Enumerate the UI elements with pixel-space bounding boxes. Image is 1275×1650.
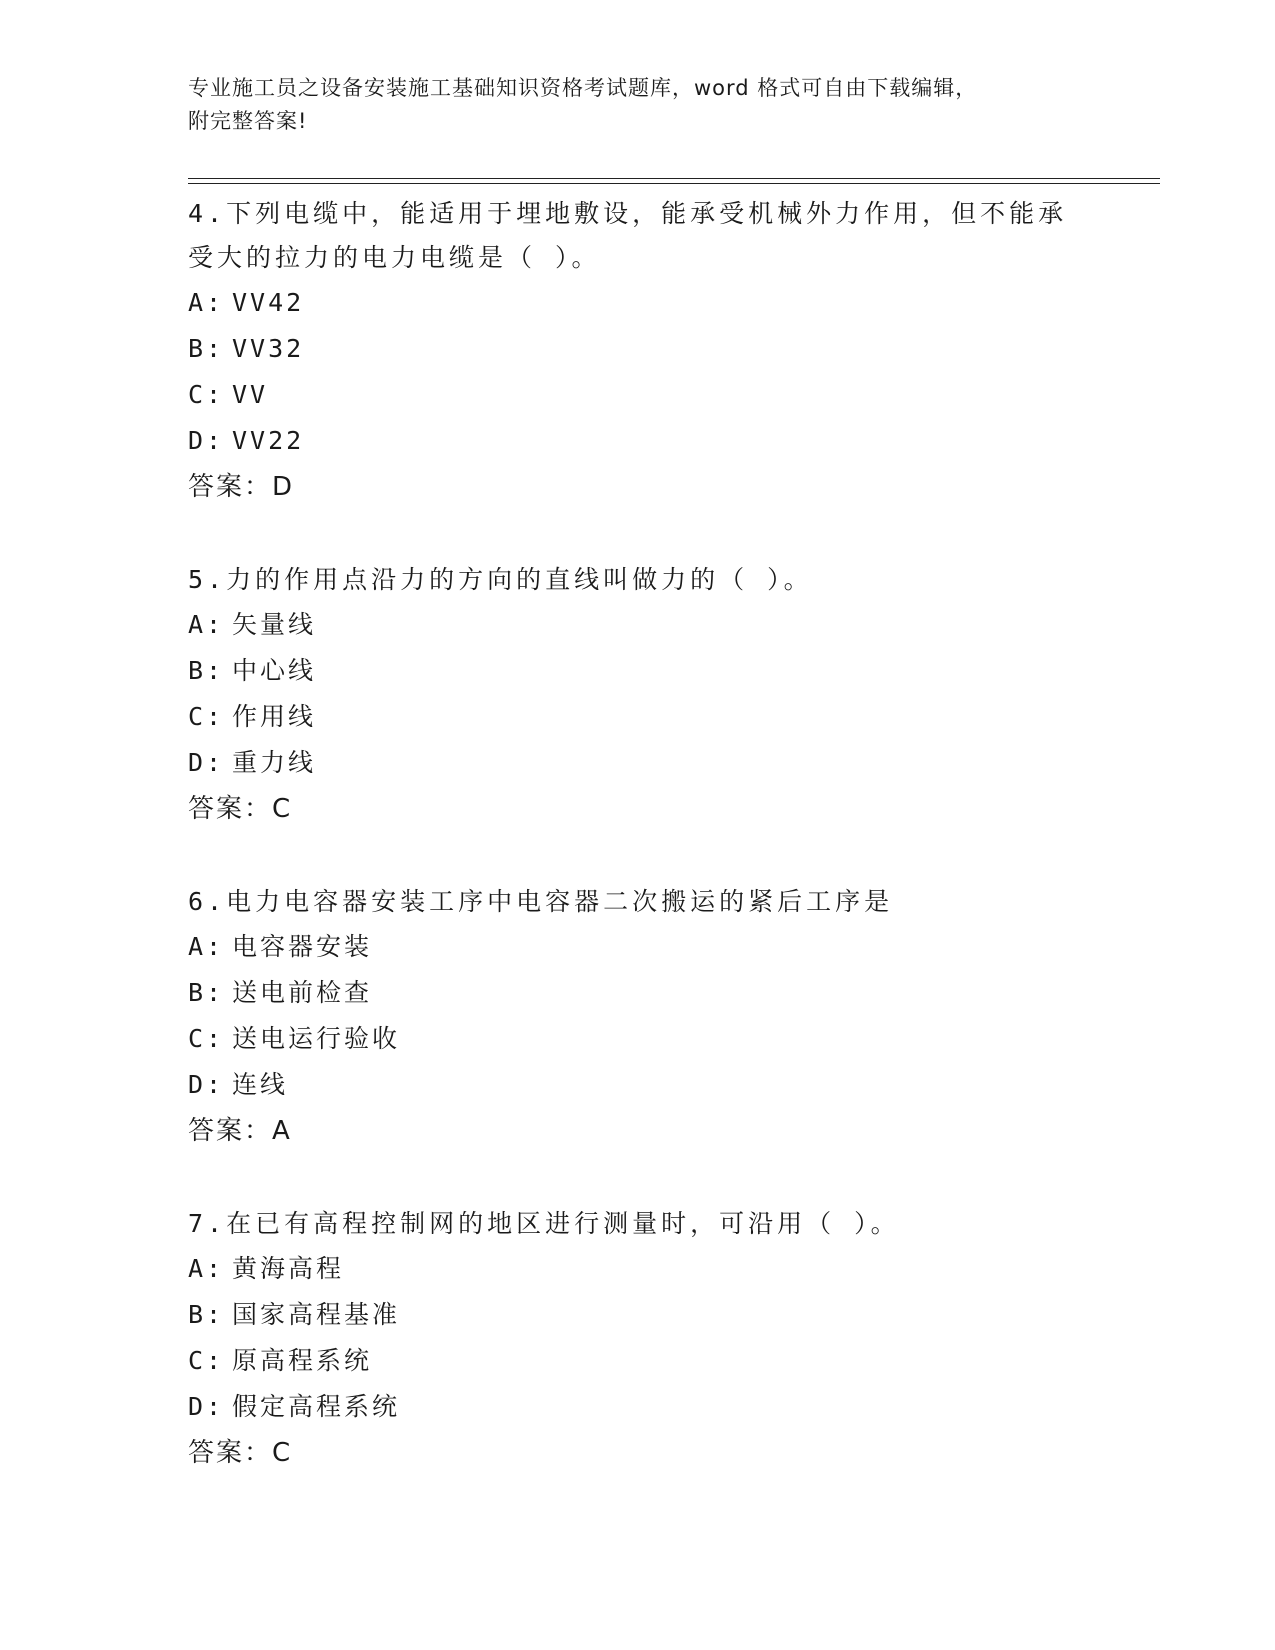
option-text: 送电前检查: [232, 978, 373, 1007]
header-divider-top: [188, 178, 1160, 179]
question-6: [188, 878, 1088, 1154]
option-key: C:: [188, 380, 225, 409]
option-a: [188, 602, 1088, 648]
option-key: B:: [188, 334, 225, 363]
question-stem: [188, 1200, 1088, 1246]
question-stem-line-1: 7.在已有高程控制网的地区进行测量时，可沿用（ ）。: [188, 1209, 900, 1238]
question-stem-line-1: 5.力的作用点沿力的方向的直线叫做力的（ ）。: [188, 565, 813, 594]
header-note: [188, 72, 1088, 138]
option-key: B:: [188, 656, 225, 685]
option-key: A:: [188, 610, 225, 639]
option-d: [188, 418, 1088, 464]
question-spacer: [188, 1154, 1088, 1200]
question-list: [188, 190, 1088, 1476]
option-text: 电容器安装: [232, 932, 373, 961]
option-text: 连线: [232, 1070, 289, 1099]
option-text: 原高程系统: [232, 1346, 373, 1375]
question-stem-line-1: 6.电力电容器安装工序中电容器二次搬运的紧后工序是: [188, 887, 894, 916]
option-d: [188, 1062, 1088, 1108]
answer-line: 答案：C: [188, 794, 293, 824]
option-key: C:: [188, 1346, 225, 1375]
option-key: D:: [188, 1392, 225, 1421]
question-stem: [188, 190, 1088, 280]
question-spacer: [188, 510, 1088, 556]
question-spacer: [188, 832, 1088, 878]
option-d: [188, 740, 1088, 786]
option-key: B:: [188, 1300, 225, 1329]
option-text: 作用线: [232, 702, 317, 731]
option-key: C:: [188, 702, 225, 731]
option-text: 重力线: [232, 748, 317, 777]
question-stem-line-1: 4.下列电缆中，能适用于埋地敷设，能承受机械外力作用，但不能承: [188, 199, 1068, 228]
option-text: 国家高程基准: [232, 1300, 401, 1329]
option-text: 矢量线: [232, 610, 317, 639]
option-a: [188, 280, 1088, 326]
question-4: [188, 190, 1088, 510]
option-key: D:: [188, 426, 225, 455]
option-key: C:: [188, 1024, 225, 1053]
option-text: 送电运行验收: [232, 1024, 401, 1053]
option-key: B:: [188, 978, 225, 1007]
option-key: A:: [188, 1254, 225, 1283]
option-c: [188, 1338, 1088, 1384]
option-text: 中心线: [232, 656, 317, 685]
option-text: VV42: [232, 288, 305, 317]
answer-line: 答案：D: [188, 472, 295, 502]
question-stem-line-2: 受大的拉力的电力电缆是（ ）。: [188, 243, 601, 272]
option-key: D:: [188, 748, 225, 777]
option-c: [188, 372, 1088, 418]
option-key: D:: [188, 1070, 225, 1099]
option-b: [188, 648, 1088, 694]
header-line-1: 专业施工员之设备安装施工基础知识资格考试题库，word 格式可自由下载编辑，: [188, 76, 978, 100]
option-c: [188, 694, 1088, 740]
option-a: [188, 1246, 1088, 1292]
question-7: [188, 1200, 1088, 1476]
answer-line: 答案：A: [188, 1116, 292, 1146]
option-text: 黄海高程: [232, 1254, 345, 1283]
question-stem: [188, 878, 1088, 924]
question-stem: [188, 556, 1088, 602]
option-text: VV32: [232, 334, 305, 363]
option-key: A:: [188, 288, 225, 317]
option-d: [188, 1384, 1088, 1430]
option-text: VV: [232, 380, 269, 409]
option-text: 假定高程系统: [232, 1392, 401, 1421]
option-text: VV22: [232, 426, 305, 455]
option-b: [188, 326, 1088, 372]
option-key: A:: [188, 932, 225, 961]
header-line-2: 附完整答案!: [188, 109, 308, 133]
option-c: [188, 1016, 1088, 1062]
answer-line: 答案：C: [188, 1438, 293, 1468]
question-5: [188, 556, 1088, 832]
option-b: [188, 1292, 1088, 1338]
header-divider-bottom: [188, 183, 1160, 184]
option-a: [188, 924, 1088, 970]
option-b: [188, 970, 1088, 1016]
